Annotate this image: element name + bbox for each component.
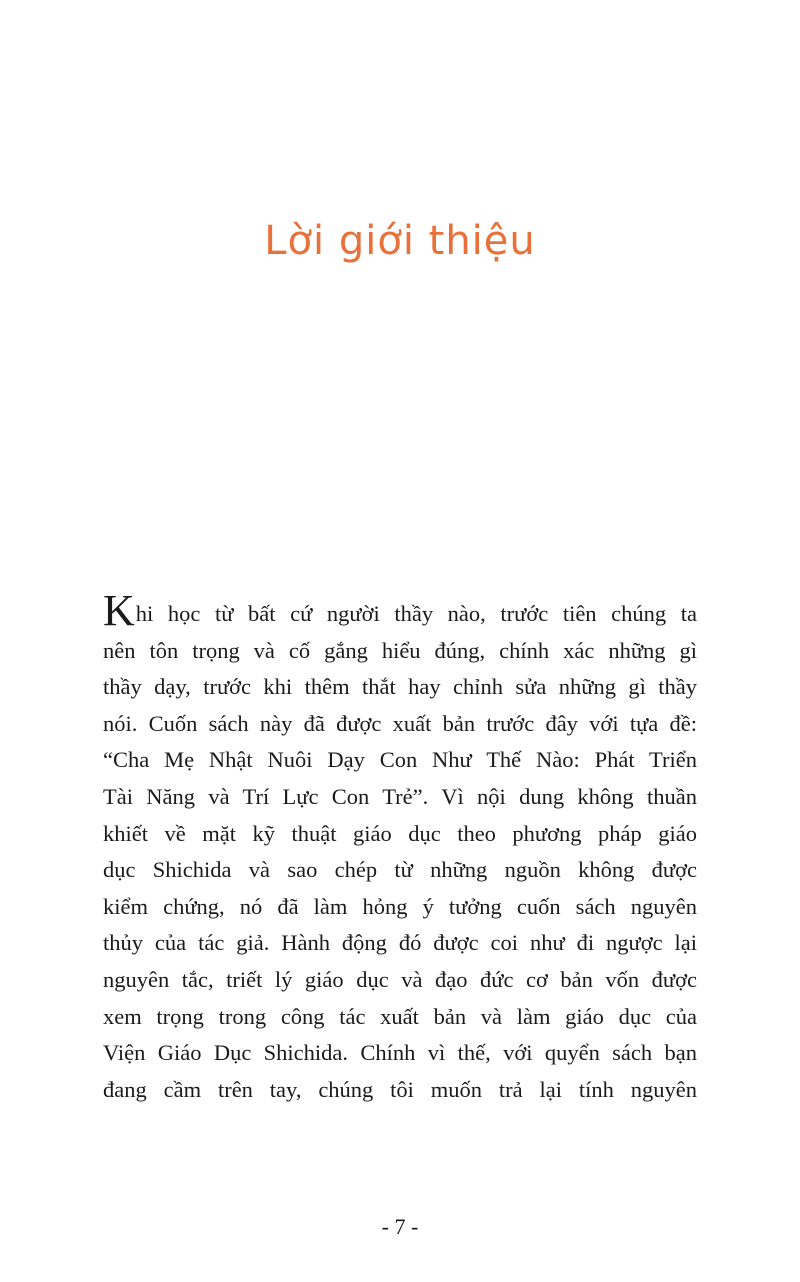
body-paragraph (103, 586, 697, 1108)
text-line: dục Shichida và sao chép từ những nguồn không được (103, 857, 697, 883)
text-line: Viện Giáo Dục Shichida. Chính vì thế, với quyển sách bạn (103, 1040, 697, 1066)
text-line (103, 586, 697, 635)
text-line-content: hi học từ bất cứ người thầy nào, trước tiên chúng ta (135, 601, 697, 626)
text-line: thầy dạy, trước khi thêm thắt hay chỉnh sửa những gì thầy (103, 674, 697, 700)
text-line: Tài Năng và Trí Lực Con Trẻ”. Vì nội dung không thuần (103, 783, 697, 809)
page-title: Lời giới thiệu (264, 218, 536, 264)
text-line: khiết về mặt kỹ thuật giáo dục theo phương pháp giáo (103, 820, 697, 846)
text-line: nói. Cuốn sách này đã được xuất bản trước đây với tựa đề: (103, 710, 697, 736)
text-line: “Cha Mẹ Nhật Nuôi Dạy Con Như Thế Nào: Phát Triển (103, 747, 697, 773)
text-line: kiểm chứng, nó đã làm hỏng ý tưởng cuốn sách nguyên (103, 893, 697, 919)
text-line: nguyên tắc, triết lý giáo dục và đạo đức cơ bản vốn được (103, 966, 697, 992)
text-line: đang cầm trên tay, chúng tôi muốn trả lại tính nguyên (103, 1076, 697, 1102)
text-line: nên tôn trọng và cố gắng hiểu đúng, chính xác những gì (103, 637, 697, 663)
drop-cap: K (103, 586, 135, 635)
page-number: - 7 - (381, 1214, 419, 1239)
text-line: xem trọng trong công tác xuất bản và làm giáo dục của (103, 1003, 697, 1029)
text-line: thủy của tác giả. Hành động đó được coi như đi ngược lại (103, 930, 697, 956)
